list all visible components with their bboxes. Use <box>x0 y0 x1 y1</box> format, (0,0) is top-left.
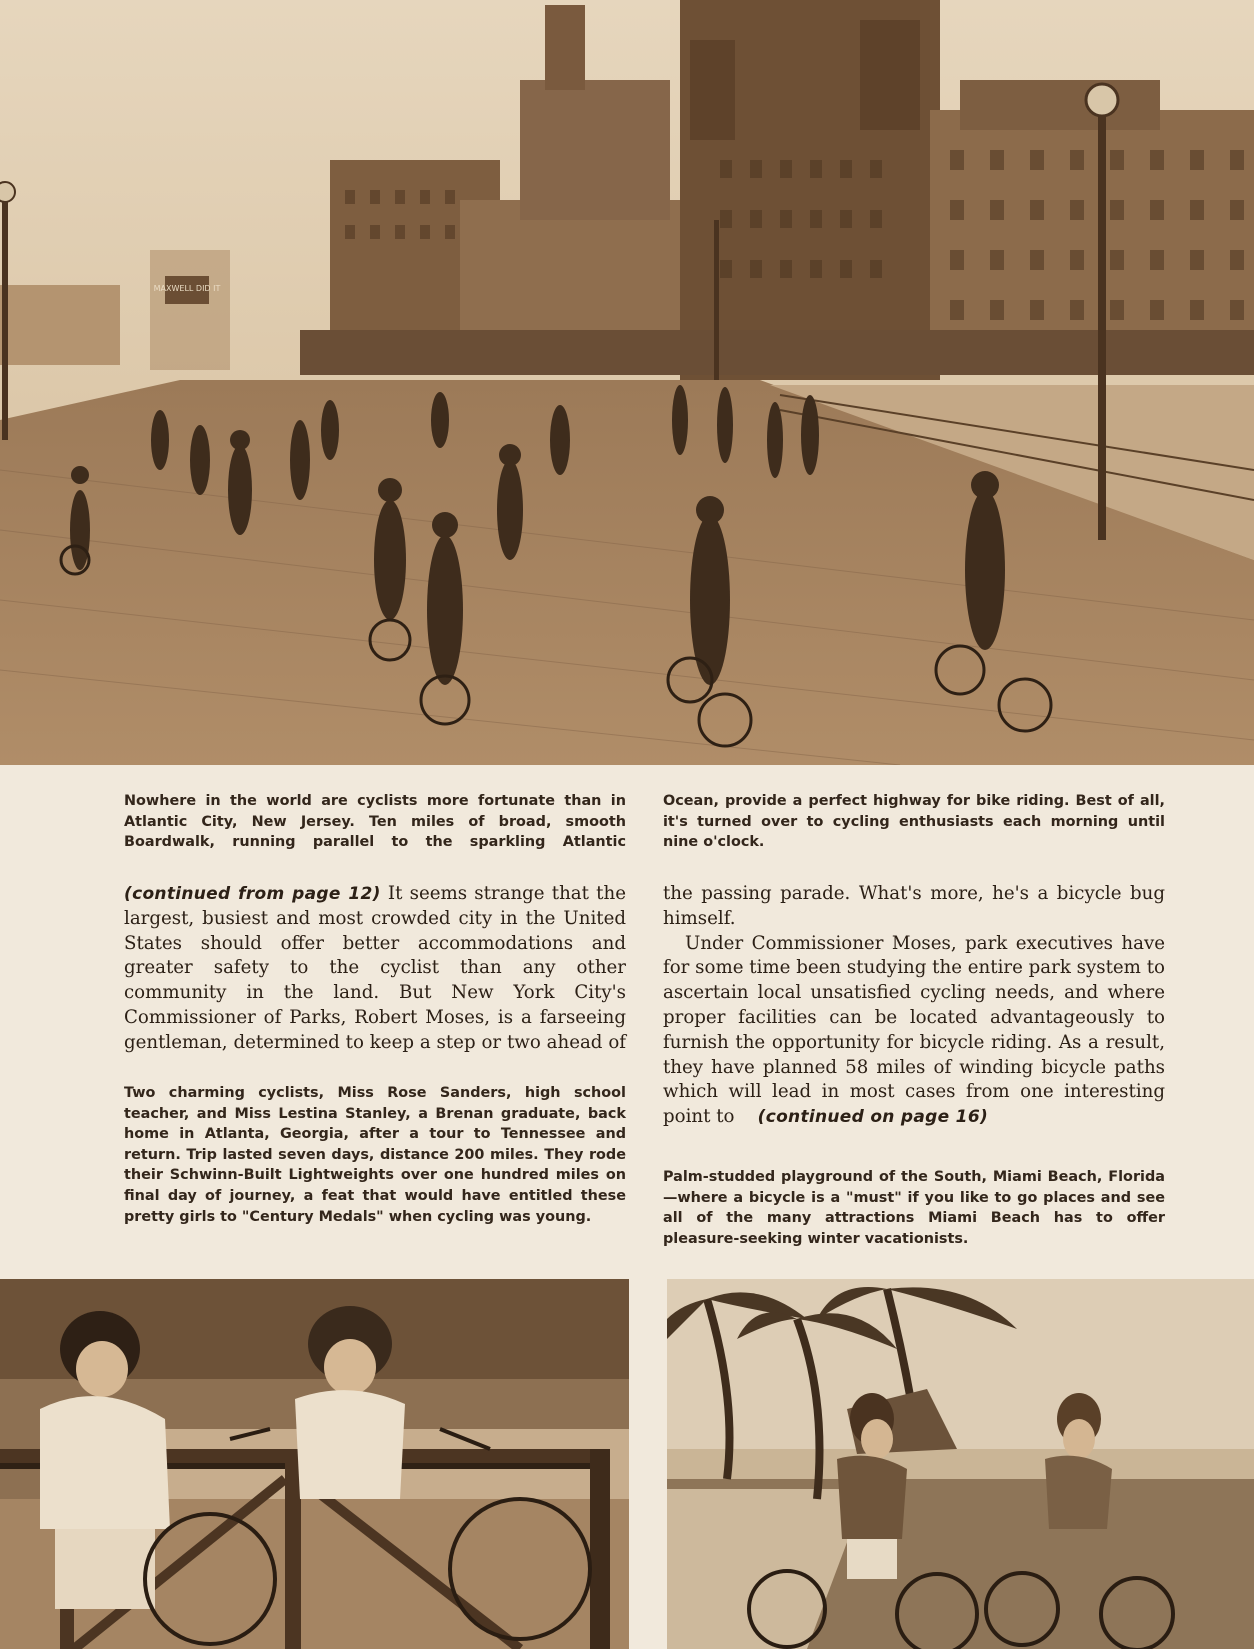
article-text-col2-body: Under Commissioner Moses, park executives have for some time been studying the entire park system to ascertain local unsatisfied cycling needs, and where proper facilities can be located advantageously to furnish the opportunity for bicycle riding. As a result, they have planned 58 miles of winding bicycle paths which will lead in most cases from one interesting point to <box>663 932 1165 1128</box>
maxwell-sign-text: MAXWELL DID IT <box>153 284 221 293</box>
article-column-left <box>124 882 626 1056</box>
continued-on-marker: (continued on page 16) <box>757 1107 989 1128</box>
boardwalk-caption-continued: Ocean, provide a perfect highway for bike riding. Best of all, it's turned over to cycling enthusiasts each morning until nine o'clock. <box>663 793 1165 851</box>
miami-beach-illustration <box>667 1279 1254 1649</box>
boardwalk-illustration <box>0 0 1254 765</box>
atlantic-city-boardwalk-photo <box>0 0 1254 765</box>
miami-beach-caption: Palm-studded playground of the South, Miami Beach, Florida—where a bicycle is a "must" if you like to go places and see all of the many attractions Miami Beach has to offer pleasure-seeking winter vacationists. <box>663 1169 1165 1247</box>
article-text-col1: It seems strange that the largest, busiest and most crowded city in the United States should offer better accommodations and greater safety to the cyclist than any other community in the land. But New York City's Commissioner of Parks, Robert Moses, is a farseeing gentleman, determined to keep a step or two ahead of <box>124 883 626 1053</box>
article-text-col2-paragraph-2 <box>663 932 1165 1130</box>
atlanta-cyclists-caption: Two charming cyclists, Miss Rose Sanders, high school teacher, and Miss Lestina Stanley, a Brenan graduate, back home in Atlanta, Georgia, after a tour to Tennessee and return. Trip lasted seven days, distance 200 miles. They rode their Schwinn-Built Lightweights over one hundred miles on final day of journey, a feat that would have entitled these pretty girls to "Century Medals" when cycling was young. <box>124 1085 626 1225</box>
miami-beach-photo <box>667 1279 1254 1649</box>
article-text-col2-paragraph-1: the passing parade. What's more, he's a bicycle bug himself. <box>663 883 1165 929</box>
atlanta-cyclists-illustration <box>0 1279 629 1649</box>
article-column-right <box>663 882 1165 1130</box>
continued-from-marker: (continued from page 12) <box>124 884 381 904</box>
atlanta-cyclists-photo <box>0 1279 629 1649</box>
boardwalk-caption: Nowhere in the world are cyclists more fortunate than in Atlantic City, New Jersey. Ten miles of broad, smooth Boardwalk, running parallel to the sparkling Atlantic <box>124 793 626 851</box>
